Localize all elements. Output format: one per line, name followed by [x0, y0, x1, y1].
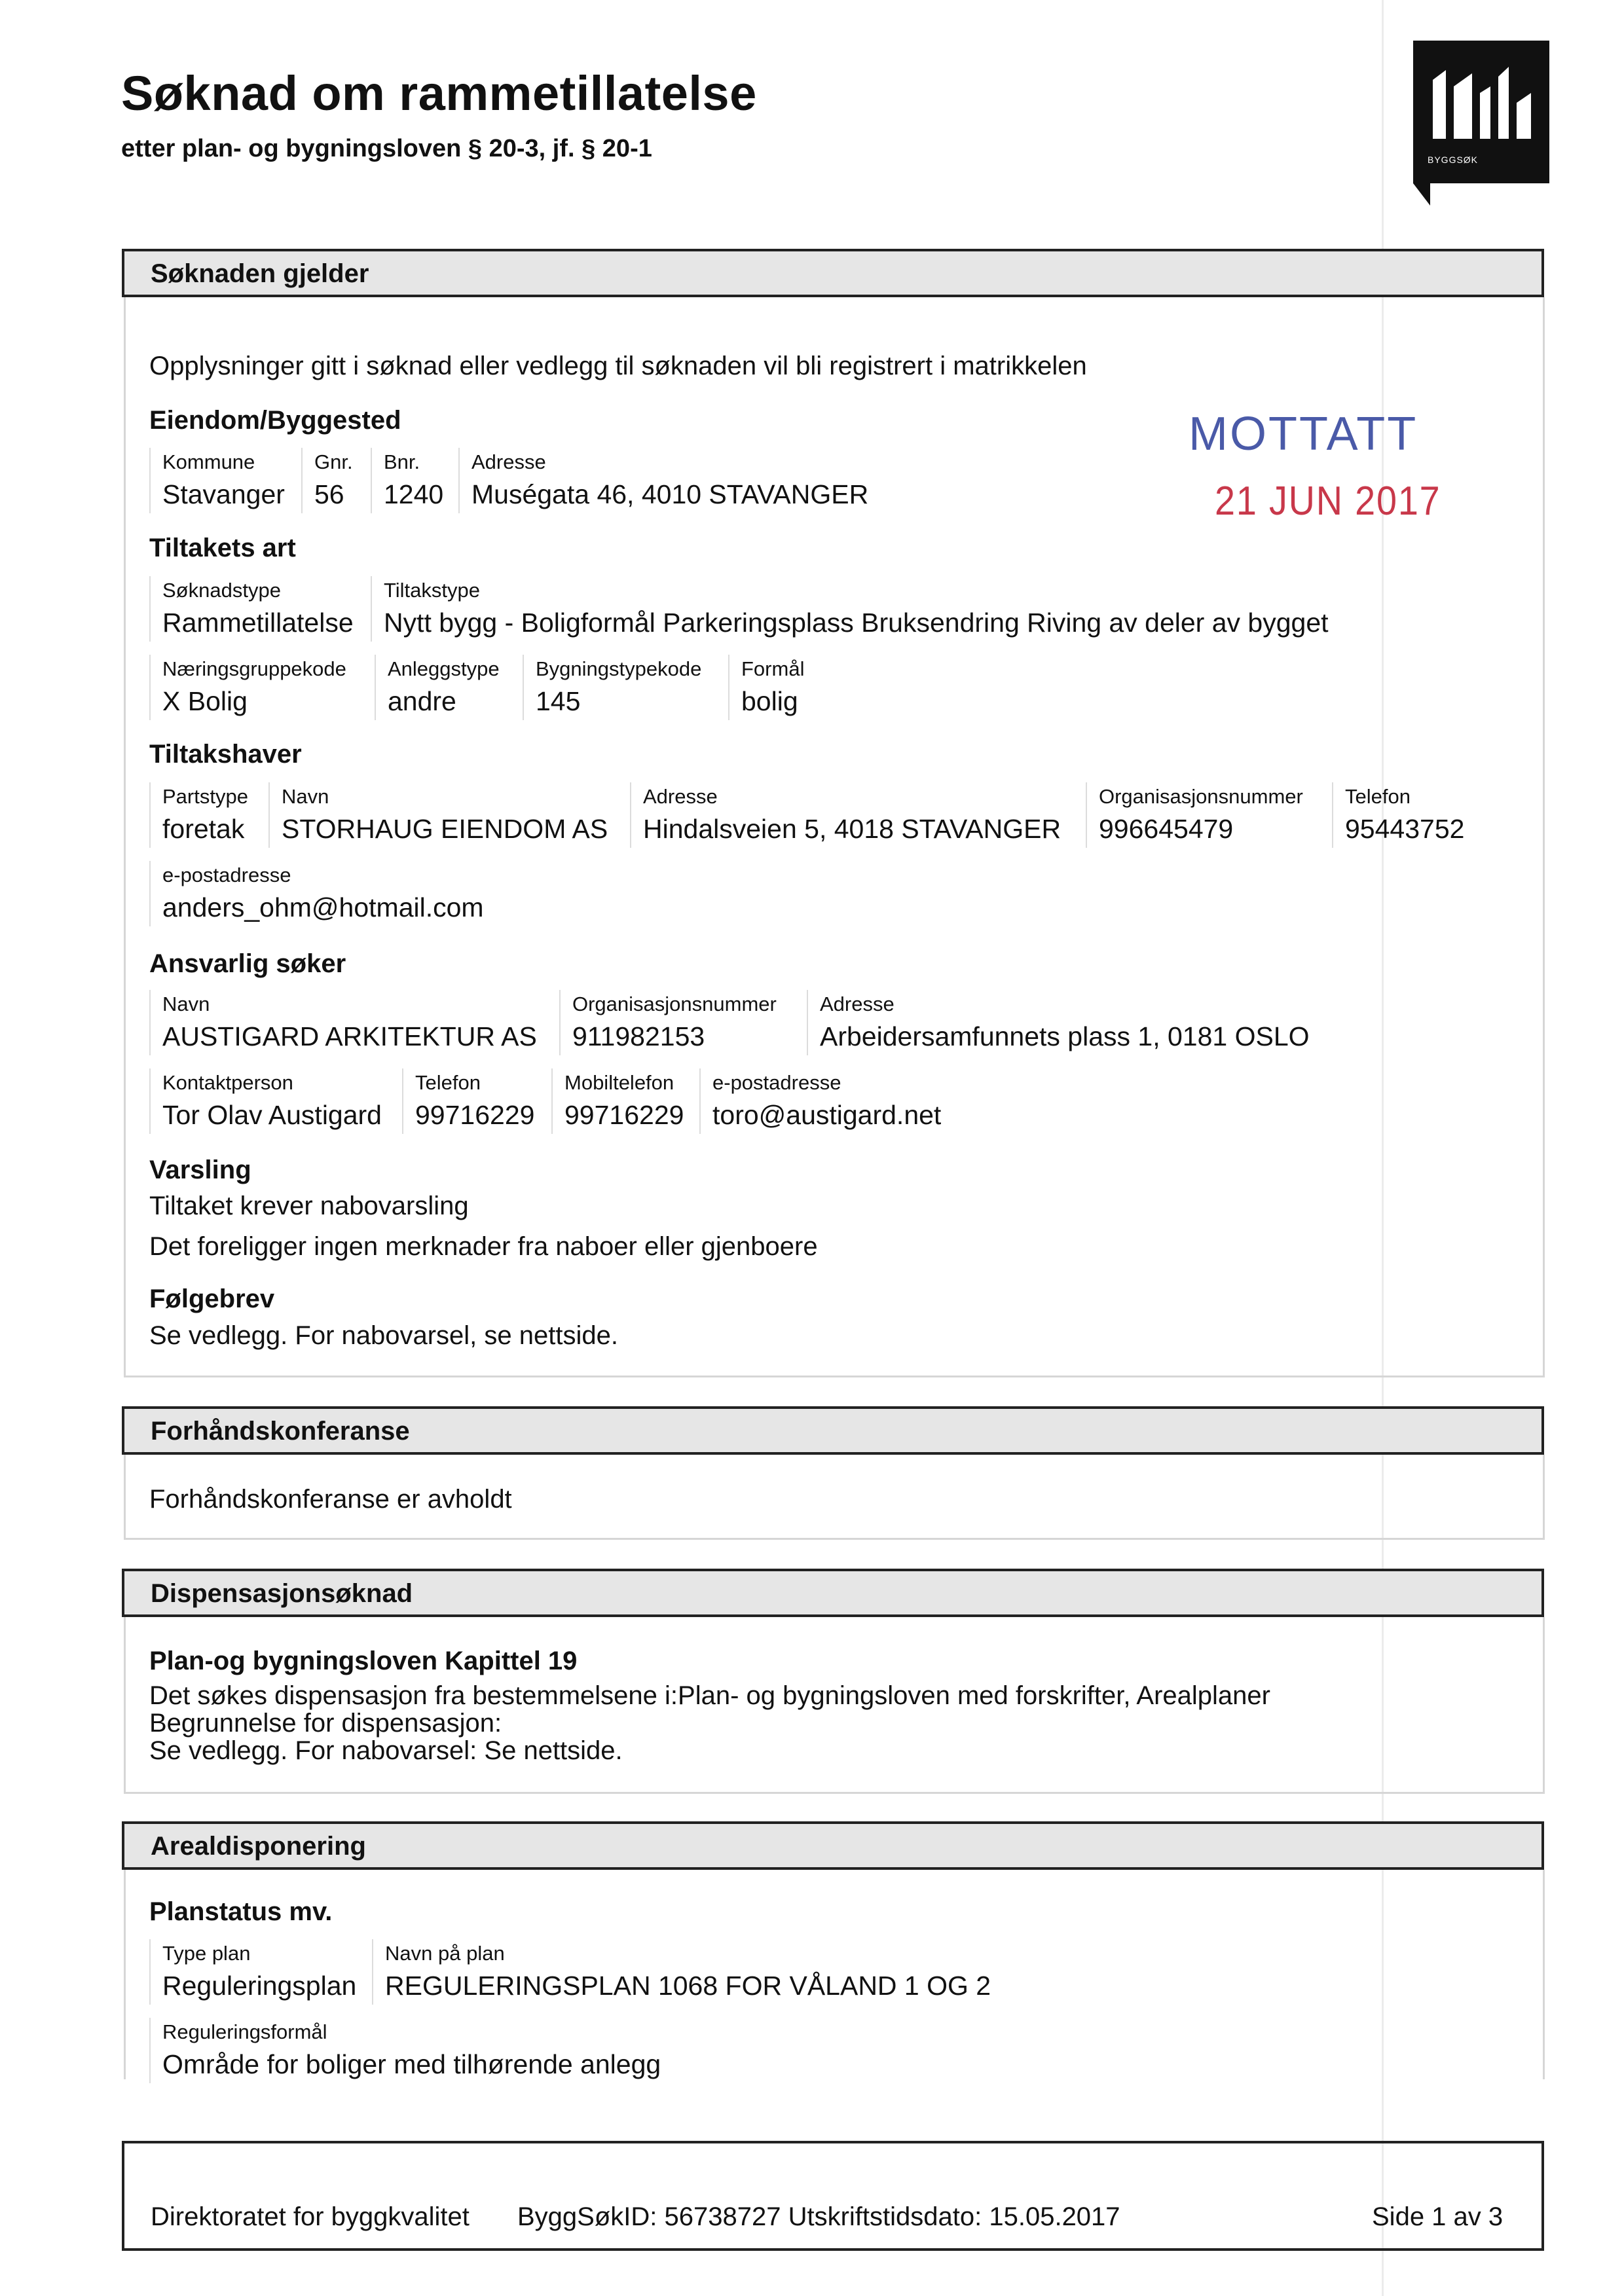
footer-page-number: Side 1 av 3 [1372, 2202, 1504, 2231]
ansvarlig-heading: Ansvarlig søker [149, 949, 346, 978]
field-label: Bygningstypekode [536, 657, 702, 680]
field-value: Nytt bygg - Boligformål Parkeringsplass Bruksendring Riving av deler av bygget [384, 608, 1329, 638]
field-value: STORHAUG EIENDOM AS [282, 814, 608, 844]
field-bygningstype [523, 655, 727, 720]
field-label: Adresse [471, 450, 546, 473]
forhandskonferanse-text: Forhåndskonferanse er avholdt [149, 1485, 512, 1514]
field-label: Organisasjonsnummer [1099, 785, 1303, 808]
field-label: e-postadresse [712, 1071, 841, 1094]
field-label: Kontaktperson [162, 1071, 293, 1094]
field-reguleringsformal [149, 2018, 740, 2083]
planstatus-heading: Planstatus mv. [149, 1897, 333, 1926]
field-value: Muségata 46, 4010 STAVANGER [471, 479, 869, 509]
field-label: Tiltakstype [384, 579, 481, 602]
field-formal [728, 655, 821, 720]
field-label: Formål [741, 657, 805, 680]
logo-tail [1413, 183, 1430, 206]
field-value: anders_ohm@hotmail.com [162, 892, 484, 922]
field-value: Stavanger [162, 479, 285, 509]
field-label: Navn [162, 993, 210, 1015]
field-value: 996645479 [1099, 814, 1234, 844]
field-type-plan [149, 1939, 370, 2005]
section-header-soknaden [122, 249, 1544, 297]
footer-id: ByggSøkID: 56738727 Utskriftstidsdato: 15.05.2017 [517, 2202, 1120, 2231]
field-value: Reguleringsplan [162, 1971, 357, 2001]
field-value: toro@austigard.net [712, 1100, 942, 1130]
field-value: Rammetillatelse [162, 608, 354, 638]
field-value: 95443752 [1345, 814, 1465, 844]
field-value: Område for boliger med tilhørende anlegg [162, 2049, 661, 2079]
field-value: 99716229 [564, 1100, 684, 1130]
field-label: Søknadstype [162, 579, 281, 602]
byggsok-logo [1413, 41, 1549, 183]
field-adresse [630, 782, 1090, 848]
section-header-dispensasjon [122, 1569, 1544, 1617]
field-label: Telefon [415, 1071, 481, 1094]
field-organisasjonsnummer [559, 990, 809, 1055]
field-adresse [807, 990, 1325, 1055]
section-header-forhandskonferanse [122, 1406, 1544, 1455]
dispensasjon-subheading: Plan-og bygningsloven Kapittel 19 [149, 1647, 578, 1675]
varsling-line-1: Tiltaket krever nabovarsling [149, 1192, 469, 1220]
field-label: Næringsgruppekode [162, 657, 346, 680]
field-navn-pa-plan [372, 1939, 1028, 2005]
section-title: Forhåndskonferanse [151, 1417, 410, 1446]
eiendom-heading: Eiendom/Byggested [149, 406, 401, 435]
field-telefon [402, 1068, 549, 1134]
field-navn [268, 782, 633, 848]
field-partstype [149, 782, 265, 848]
field-value: X Bolig [162, 686, 248, 716]
field-epost [149, 861, 504, 926]
field-soknadstype [149, 576, 370, 642]
dispensasjon-line-3: Se vedlegg. For nabovarsel: Se nettside. [149, 1736, 623, 1765]
logo-text: BYGGSØK [1428, 155, 1479, 165]
field-value: REGULERINGSPLAN 1068 FOR VÅLAND 1 OG 2 [385, 1971, 991, 2001]
field-label: Organisasjonsnummer [572, 993, 777, 1015]
field-label: Gnr. [314, 450, 353, 473]
field-bnr [371, 448, 457, 513]
field-gnr [301, 448, 369, 513]
field-naeringsgruppe [149, 655, 373, 720]
field-label: Navn [282, 785, 329, 808]
field-value: Tor Olav Austigard [162, 1100, 382, 1130]
field-kommune [149, 448, 301, 513]
tiltak-heading: Tiltakets art [149, 534, 296, 562]
field-label: Bnr. [384, 450, 420, 473]
field-telefon [1332, 782, 1484, 848]
field-value: 99716229 [415, 1100, 535, 1130]
field-value: 1240 [384, 479, 444, 509]
field-value: 911982153 [572, 1021, 705, 1051]
field-value: 145 [536, 686, 581, 716]
folgebrev-text: Se vedlegg. For nabovarsel, se nettside. [149, 1321, 618, 1350]
field-adresse [458, 448, 892, 513]
dispensasjon-line-2: Begrunnelse for dispensasjon: [149, 1709, 502, 1738]
intro-text: Opplysninger gitt i søknad eller vedlegg til søknaden vil bli registrert i matrikkelen [149, 352, 1087, 380]
page-footer [122, 2141, 1544, 2251]
page-subtitle: etter plan- og bygningsloven § 20-3, jf. § 20-1 [121, 135, 652, 162]
field-value: Hindalsveien 5, 4018 STAVANGER [643, 814, 1061, 844]
field-tiltakstype [371, 576, 1354, 642]
field-label: Reguleringsformål [162, 2020, 327, 2043]
varsling-line-2: Det foreligger ingen merknader fra naboer eller gjenboere [149, 1232, 818, 1261]
tiltakshaver-heading: Tiltakshaver [149, 740, 302, 769]
field-label: Adresse [820, 993, 895, 1015]
page-title: Søknad om rammetillatelse [121, 66, 757, 120]
section-title: Søknaden gjelder [151, 259, 369, 288]
field-label: Kommune [162, 450, 255, 473]
folgebrev-heading: Følgebrev [149, 1285, 275, 1313]
field-label: Mobiltelefon [564, 1071, 674, 1094]
field-label: Telefon [1345, 785, 1411, 808]
logo-icon [1413, 41, 1549, 152]
field-label: e-postadresse [162, 864, 291, 886]
field-navn [149, 990, 557, 1055]
field-value: andre [388, 686, 456, 716]
field-value: Arbeidersamfunnets plass 1, 0181 OSLO [820, 1021, 1310, 1051]
received-stamp: MOTTATT [1189, 408, 1418, 460]
field-label: Type plan [162, 1942, 251, 1965]
field-organisasjonsnummer [1086, 782, 1329, 848]
received-date-stamp: 21 JUN 2017 [1215, 479, 1441, 524]
field-label: Navn på plan [385, 1942, 505, 1965]
section-header-arealdisponering [122, 1821, 1544, 1870]
field-kontaktperson [149, 1068, 399, 1134]
field-value: 56 [314, 479, 344, 509]
field-mobiltelefon [551, 1068, 697, 1134]
field-value: bolig [741, 686, 798, 716]
field-epost [699, 1068, 959, 1134]
field-label: Adresse [643, 785, 718, 808]
field-label: Partstype [162, 785, 248, 808]
field-value: foretak [162, 814, 245, 844]
varsling-heading: Varsling [149, 1156, 251, 1184]
section-title: Dispensasjonsøknad [151, 1579, 413, 1608]
field-anleggstype [375, 655, 521, 720]
dispensasjon-line-1: Det søkes dispensasjon fra bestemmelsene i:Plan- og bygningsloven med forskrifter, Arealplaner [149, 1681, 1270, 1710]
field-value: AUSTIGARD ARKITEKTUR AS [162, 1021, 537, 1051]
footer-org: Direktoratet for byggkvalitet [151, 2202, 470, 2231]
field-label: Anleggstype [388, 657, 500, 680]
section-title: Arealdisponering [151, 1832, 366, 1861]
